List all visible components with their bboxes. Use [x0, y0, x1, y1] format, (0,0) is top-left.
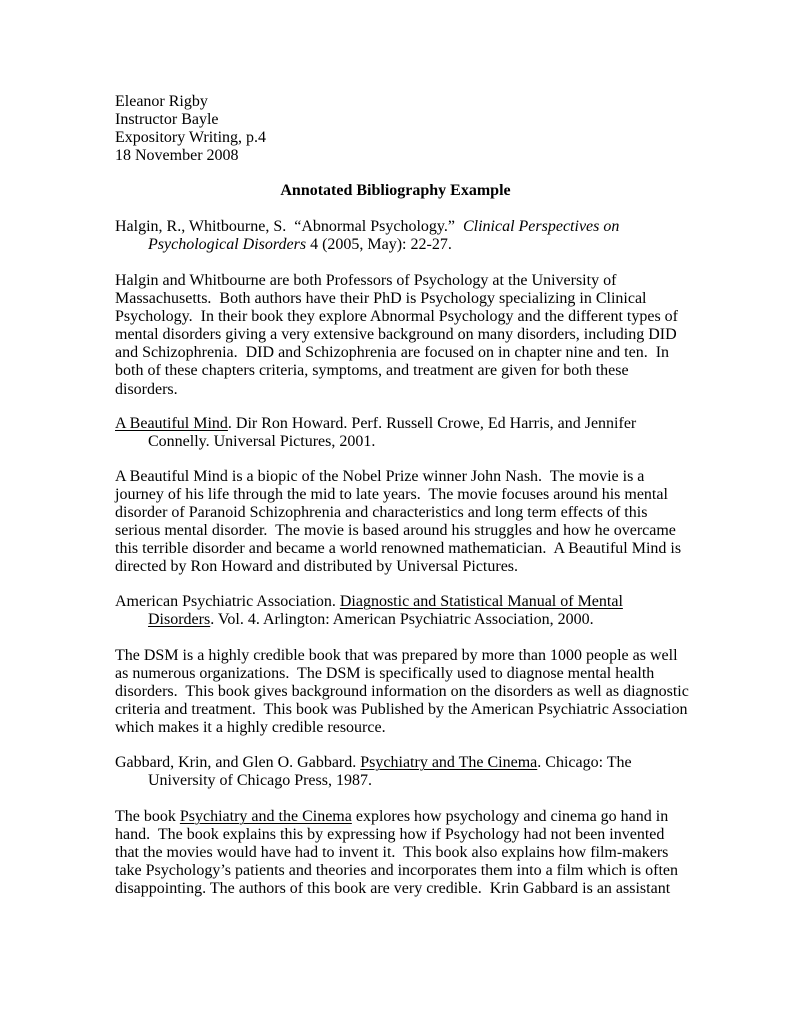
- text-line: [115, 808, 695, 826]
- instructor: Instructor Bayle: [115, 111, 219, 129]
- citation-entry: [115, 415, 695, 451]
- text-segment: . Vol. 4. Arlington: American Psychiatric Association, 2000.: [210, 611, 594, 629]
- text-segment: Halgin, R., Whitbourne, S. “Abnormal Psychology.”: [115, 218, 463, 235]
- text-line: [115, 381, 695, 399]
- text-line: [115, 308, 695, 326]
- text-segment: Gabbard, Krin, and Glen O. Gabbard.: [115, 754, 361, 771]
- text-line: [115, 272, 695, 290]
- text-segment: that the movies would have had to invent it. This book also explains how film-makers: [115, 844, 669, 862]
- text-segment: this terrible disorder and became a world renowned mathematician. A Beautiful Mind is: [115, 540, 682, 558]
- text-segment: disappointing. The authors of this book are very credible. Krin Gabbard is an assistant: [115, 880, 671, 898]
- text-segment: directed by Ron Howard and distributed by Universal Pictures.: [115, 558, 519, 576]
- text-line: [115, 344, 695, 362]
- italic-title: Psychological Disorders: [148, 236, 307, 254]
- citation-entry: [115, 754, 695, 790]
- text-line: [115, 593, 695, 611]
- text-line: [115, 719, 695, 737]
- underlined-title: Psychiatry and the Cinema: [179, 808, 352, 825]
- text-segment: Massachusetts. Both authors have their PhD is Psychology specializing in Clinical: [115, 290, 647, 308]
- annotation-paragraph: [115, 272, 695, 399]
- text-segment: . Dir Ron Howard. Perf. Russell Crowe, Ed Harris, and Jennifer: [227, 415, 637, 432]
- text-segment: Halgin and Whitbourne are both Professors of Psychology at the University of: [115, 272, 617, 289]
- annotation-paragraph: [115, 468, 695, 577]
- citation-entry: [115, 218, 695, 254]
- document-title: Annotated Bibliography Example: [280, 182, 511, 199]
- text-line: [115, 772, 695, 790]
- text-segment: serious mental disorder. The movie is based around his struggles and how he overcame: [115, 522, 676, 540]
- text-line: [115, 290, 695, 308]
- text-line: [115, 844, 695, 862]
- text-segment: The book: [115, 808, 180, 825]
- text-line: [115, 880, 695, 898]
- text-segment: University of Chicago Press, 1987.: [148, 772, 372, 790]
- text-segment: . Chicago: The: [537, 754, 632, 771]
- text-line: [115, 218, 695, 236]
- annotation-paragraph: [115, 808, 695, 898]
- text-segment: as numerous organizations. The DSM is specifically used to diagnose mental health: [115, 665, 655, 683]
- text-line: [115, 701, 695, 719]
- course: Expository Writing, p.4: [115, 129, 267, 147]
- text-segment: disorder of Paranoid Schizophrenia and characteristics and long term effects of this: [115, 504, 648, 522]
- text-segment: Psychology. In their book they explore Abnormal Psychology and the different types of: [115, 308, 679, 326]
- italic-title: Clinical Perspectives on: [462, 218, 620, 235]
- text-line: [115, 862, 695, 880]
- text-line: [115, 647, 695, 665]
- text-segment: explores how psychology and cinema go hand in: [351, 808, 669, 825]
- text-line: [115, 558, 695, 576]
- underlined-title: Diagnostic and Statistical Manual of Mental: [339, 593, 623, 610]
- text-segment: A Beautiful Mind is a biopic of the Nobel Prize winner John Nash. The movie is a: [115, 468, 645, 485]
- text-line: [115, 326, 695, 344]
- text-segment: disorders.: [115, 380, 178, 398]
- text-segment: journey of his life through the mid to late years. The movie focuses around his mental: [115, 486, 668, 504]
- annotation-paragraph: [115, 647, 695, 737]
- underlined-title: Psychiatry and The Cinema: [360, 754, 538, 771]
- text-segment: and Schizophrenia. DID and Schizophrenia are focused on in chapter nine and ten. In: [115, 344, 670, 362]
- text-line: [115, 665, 695, 683]
- text-line: [115, 236, 695, 254]
- text-line: [115, 415, 695, 433]
- text-segment: criteria and treatment. This book was Published by the American Psychiatric Association: [115, 701, 688, 719]
- date: 18 November 2008: [115, 147, 239, 165]
- text-segment: which makes it a highly credible resource.: [115, 719, 386, 737]
- underlined-title: A Beautiful Mind: [115, 415, 228, 432]
- underlined-title: Disorders: [148, 611, 211, 629]
- text-line: [115, 683, 695, 701]
- citation-entry: [115, 593, 695, 629]
- text-segment: 4 (2005, May): 22-27.: [306, 236, 452, 254]
- text-line: [115, 504, 695, 522]
- text-segment: The DSM is a highly credible book that was prepared by more than 1000 people as well: [115, 647, 678, 664]
- header-block: [115, 93, 695, 165]
- text-segment: mental disorders giving a very extensive background on many disorders, including DID: [115, 326, 677, 344]
- text-line: [115, 540, 695, 558]
- text-line: [115, 754, 695, 772]
- text-segment: disorders. This book gives background information on the disorders as well as diagnostic: [115, 683, 689, 701]
- text-segment: American Psychiatric Association.: [115, 593, 340, 610]
- text-segment: Connelly. Universal Pictures, 2001.: [148, 433, 376, 451]
- text-segment: both of these chapters criteria, symptoms, and treatment are given for both these: [115, 362, 629, 380]
- text-line: [115, 486, 695, 504]
- text-line: [115, 362, 695, 380]
- text-segment: hand. The book explains this by expressing how if Psychology had not been invented: [115, 826, 665, 844]
- text-line: [115, 468, 695, 486]
- text-line: [115, 522, 695, 540]
- text-line: [115, 826, 695, 844]
- text-line: [115, 611, 695, 629]
- author-name: Eleanor Rigby: [115, 93, 208, 110]
- text-line: [115, 433, 695, 451]
- text-segment: take Psychology’s patients and theories and incorporates them into a film which is often: [115, 862, 678, 880]
